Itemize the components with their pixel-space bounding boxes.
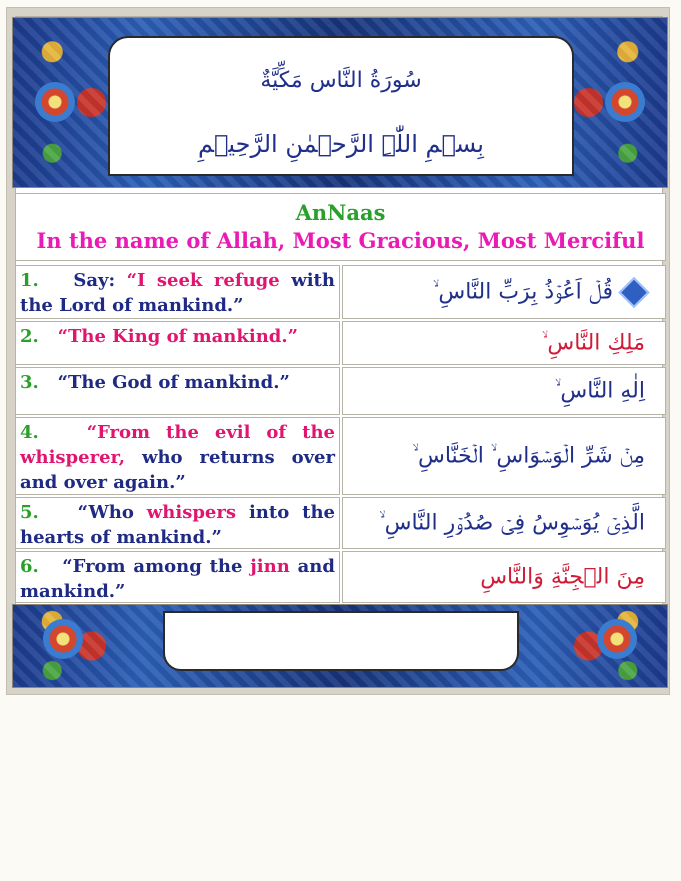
verse-arabic-cell	[342, 321, 666, 365]
verse-english-cell	[15, 265, 340, 319]
verse-arabic: مِنَ الۡجِنَّةِ وَالنَّاسِ	[480, 564, 645, 590]
verse-arabic: مِنۡ شَرِّ الۡوَسۡوَاسِ ۙ الۡخَنَّاسِ ۙ	[412, 443, 645, 469]
verse-english: 1. Say: “I seek refuge with the Lord of mankind.”	[20, 270, 335, 316]
title-box	[15, 193, 666, 261]
verse-row	[15, 417, 666, 495]
verse-row	[15, 551, 666, 603]
verse-arabic-cell	[342, 367, 666, 415]
bottom-ornament-panel	[12, 604, 668, 688]
bismillah-arabic: بِسۡمِ اللّٰہِ الرَّحۡمٰنِ الرَّحِیۡمِ	[198, 130, 484, 158]
verse-arabic: الَّذِىۡ يُوَسۡوِسُ فِىۡ صُدُوۡرِ النَّاسِ ۙ	[379, 510, 645, 536]
diamond-ornament-icon	[618, 277, 649, 308]
verse-arabic-cell	[342, 265, 666, 319]
verse-row	[15, 367, 666, 415]
verse-arabic-cell	[342, 417, 666, 495]
verse-english: 6. “From among the jinn and mankind.”	[20, 556, 335, 602]
header-cartouche	[108, 36, 574, 176]
verse-english: 5. “Who whispers into the hearts of mankind.”	[20, 502, 335, 548]
verse-english-cell	[15, 417, 340, 495]
top-ornament-panel	[12, 17, 668, 188]
surah-title-arabic: سُورَةُ النَّاس مَكِّيَّةٌ	[260, 68, 422, 93]
verse-number: 3.	[20, 372, 39, 393]
footer-cartouche	[163, 611, 519, 671]
verse-number: 6.	[20, 556, 39, 577]
verse-row	[15, 265, 666, 319]
verse-arabic-cell	[342, 497, 666, 549]
verse-arabic: قُلۡ اَعُوۡذُ بِرَبِّ النَّاسِ ۙ	[433, 280, 645, 305]
flower-ornament-icon	[605, 82, 645, 122]
verse-arabic: مَلِكِ النَّاسِ ۙ	[541, 330, 645, 356]
verse-number: 4.	[20, 422, 39, 443]
flower-ornament-icon	[43, 619, 83, 659]
verse-row	[15, 497, 666, 549]
verse-english: 4. “From the evil of the whisperer, who returns over and over again.”	[20, 422, 335, 493]
verse-number: 1.	[20, 270, 39, 291]
verse-english-cell	[15, 367, 340, 415]
verse-english-cell	[15, 551, 340, 603]
verse-number: 2.	[20, 326, 39, 347]
invocation: In the name of Allah, Most Gracious, Most Merciful	[36, 228, 645, 253]
verse-english: 3. “The God of mankind.”	[20, 372, 290, 393]
verse-english: 2. “The King of mankind.”	[20, 326, 298, 347]
verse-arabic: اِلٰهِ النَّاسِ ۙ	[554, 378, 645, 404]
verse-english-cell	[15, 497, 340, 549]
verse-number: 5.	[20, 502, 39, 523]
flower-ornament-icon	[597, 619, 637, 659]
verse-row	[15, 321, 666, 365]
flower-ornament-icon	[35, 82, 75, 122]
verse-arabic-cell	[342, 551, 666, 603]
verse-english-cell	[15, 321, 340, 365]
surah-name: AnNaas	[295, 200, 386, 225]
